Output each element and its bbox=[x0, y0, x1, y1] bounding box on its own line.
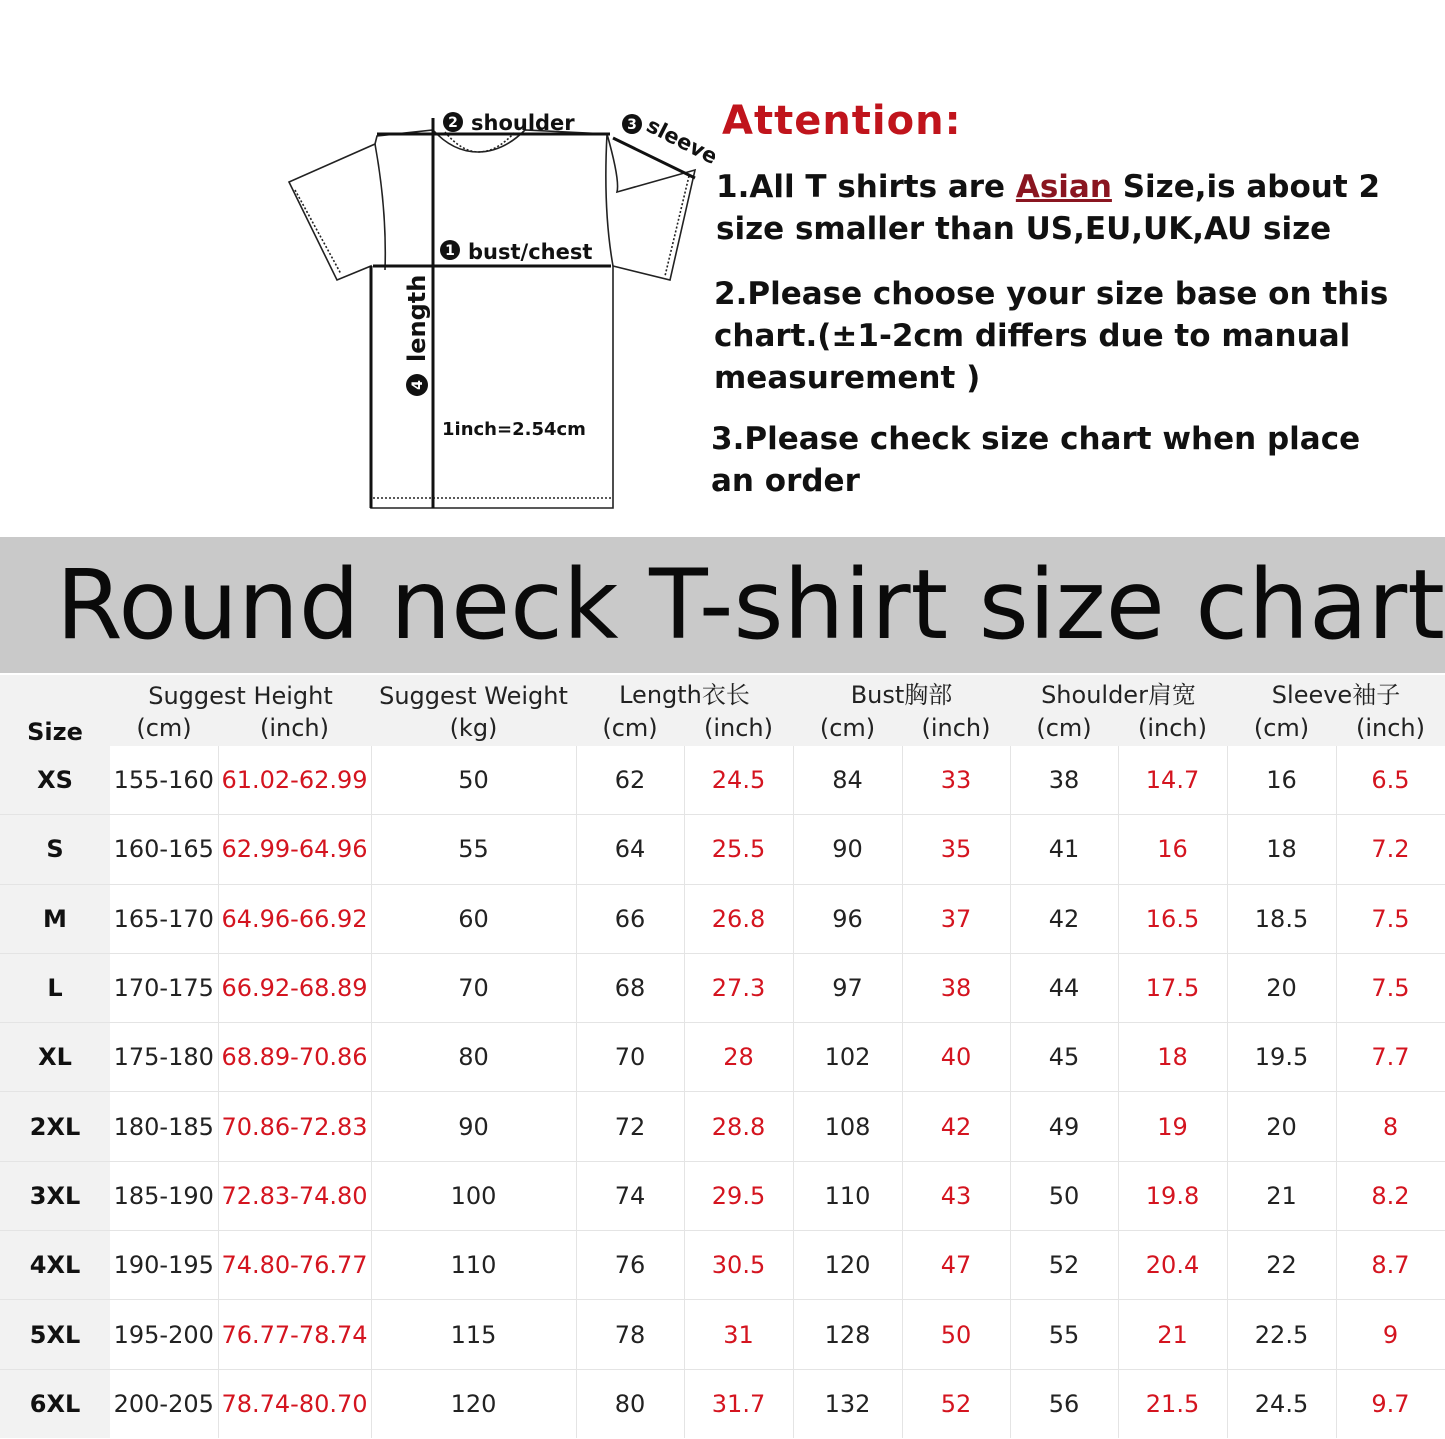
table-cell: 6.5 bbox=[1336, 746, 1445, 815]
table-unit-header-row bbox=[0, 710, 1445, 746]
table-cell: 30.5 bbox=[684, 1231, 793, 1300]
size-label-cell: L bbox=[0, 953, 110, 1022]
table-group-header-row bbox=[0, 675, 1445, 710]
table-row bbox=[0, 1161, 1445, 1230]
chart-title: Round neck T-shirt size chart bbox=[56, 549, 1445, 661]
table-cell: 68 bbox=[576, 953, 684, 1022]
table-cell: 72 bbox=[576, 1092, 684, 1161]
table-cell: 28.8 bbox=[684, 1092, 793, 1161]
shoulder-label: shoulder bbox=[471, 111, 575, 135]
table-cell: 19.5 bbox=[1227, 1023, 1336, 1092]
table-cell: 8.2 bbox=[1336, 1161, 1445, 1230]
table-cell: 180-185 bbox=[110, 1092, 218, 1161]
table-cell: 50 bbox=[902, 1300, 1010, 1369]
sleeve-number: 3 bbox=[627, 117, 637, 133]
unit-header: (cm) bbox=[1010, 710, 1118, 746]
table-cell: 55 bbox=[371, 815, 576, 884]
size-label-cell: S bbox=[0, 815, 110, 884]
table-cell: 49 bbox=[1010, 1092, 1118, 1161]
table-cell: 43 bbox=[902, 1161, 1010, 1230]
table-cell: 33 bbox=[902, 746, 1010, 815]
table-cell: 115 bbox=[371, 1300, 576, 1369]
unit-header: (inch) bbox=[1118, 710, 1227, 746]
table-cell: 108 bbox=[793, 1092, 902, 1161]
table-cell: 80 bbox=[371, 1023, 576, 1092]
note1-text-start: 1.All T shirts are bbox=[716, 169, 1016, 205]
table-cell: 120 bbox=[793, 1231, 902, 1300]
table-cell: 35 bbox=[902, 815, 1010, 884]
table-cell: 61.02-62.99 bbox=[218, 746, 371, 815]
table-cell: 60 bbox=[371, 884, 576, 953]
table-cell: 16.5 bbox=[1118, 884, 1227, 953]
table-cell: 110 bbox=[371, 1231, 576, 1300]
weight-group-header: Suggest Weight bbox=[371, 675, 576, 710]
table-cell: 62 bbox=[576, 746, 684, 815]
length-label: length bbox=[403, 274, 431, 362]
table-cell: 72.83-74.80 bbox=[218, 1161, 371, 1230]
table-cell: 66 bbox=[576, 884, 684, 953]
table-cell: 31.7 bbox=[684, 1369, 793, 1438]
table-cell: 21 bbox=[1118, 1300, 1227, 1369]
size-table-body bbox=[0, 746, 1445, 1438]
attention-note-1 bbox=[716, 166, 1416, 250]
height-group-header: Suggest Height bbox=[110, 675, 371, 710]
table-cell: 24.5 bbox=[684, 746, 793, 815]
table-cell: 50 bbox=[371, 746, 576, 815]
table-cell: 18 bbox=[1227, 815, 1336, 884]
table-cell: 64.96-66.92 bbox=[218, 884, 371, 953]
size-label-cell: 2XL bbox=[0, 1092, 110, 1161]
table-cell: 31 bbox=[684, 1300, 793, 1369]
table-cell: 8.7 bbox=[1336, 1231, 1445, 1300]
unit-header: (inch) bbox=[684, 710, 793, 746]
table-cell: 50 bbox=[1010, 1161, 1118, 1230]
shoulder-number: 2 bbox=[448, 115, 458, 131]
length-group-header: Length衣长 bbox=[576, 675, 793, 710]
attention-note-2: 2.Please choose your size base on this chart.(±1-2cm differs due to manual measurement ) bbox=[714, 276, 1389, 396]
table-cell: 20 bbox=[1227, 1092, 1336, 1161]
table-cell: 165-170 bbox=[110, 884, 218, 953]
table-cell: 45 bbox=[1010, 1023, 1118, 1092]
size-column-header: Size bbox=[0, 675, 110, 746]
table-cell: 102 bbox=[793, 1023, 902, 1092]
unit-header: (kg) bbox=[371, 710, 576, 746]
table-cell: 18 bbox=[1118, 1023, 1227, 1092]
table-cell: 78 bbox=[576, 1300, 684, 1369]
table-row bbox=[0, 1023, 1445, 1092]
table-cell: 17.5 bbox=[1118, 953, 1227, 1022]
table-cell: 84 bbox=[793, 746, 902, 815]
table-cell: 80 bbox=[576, 1369, 684, 1438]
attention-note-3: 3.Please check size chart when place an order bbox=[711, 421, 1361, 499]
size-label-cell: 5XL bbox=[0, 1300, 110, 1369]
table-cell: 9 bbox=[1336, 1300, 1445, 1369]
table-cell: 52 bbox=[1010, 1231, 1118, 1300]
table-cell: 19.8 bbox=[1118, 1161, 1227, 1230]
table-cell: 90 bbox=[371, 1092, 576, 1161]
table-cell: 120 bbox=[371, 1369, 576, 1438]
table-cell: 18.5 bbox=[1227, 884, 1336, 953]
conversion-label: 1inch=2.54cm bbox=[442, 419, 586, 440]
table-row bbox=[0, 1231, 1445, 1300]
table-cell: 22 bbox=[1227, 1231, 1336, 1300]
size-label-cell: XL bbox=[0, 1023, 110, 1092]
table-cell: 44 bbox=[1010, 953, 1118, 1022]
unit-header: (inch) bbox=[218, 710, 371, 746]
table-cell: 7.5 bbox=[1336, 953, 1445, 1022]
table-cell: 9.7 bbox=[1336, 1369, 1445, 1438]
table-cell: 47 bbox=[902, 1231, 1010, 1300]
table-cell: 42 bbox=[1010, 884, 1118, 953]
size-label-cell: XS bbox=[0, 746, 110, 815]
table-cell: 27.3 bbox=[684, 953, 793, 1022]
size-label-cell: 3XL bbox=[0, 1161, 110, 1230]
table-cell: 76 bbox=[576, 1231, 684, 1300]
bust-number: 1 bbox=[445, 243, 455, 259]
table-cell: 160-165 bbox=[110, 815, 218, 884]
table-cell: 64 bbox=[576, 815, 684, 884]
table-cell: 70.86-72.83 bbox=[218, 1092, 371, 1161]
unit-header: (inch) bbox=[902, 710, 1010, 746]
table-cell: 20.4 bbox=[1118, 1231, 1227, 1300]
unit-header: (cm) bbox=[1227, 710, 1336, 746]
table-cell: 76.77-78.74 bbox=[218, 1300, 371, 1369]
sleeve-group-header: Sleeve袖子 bbox=[1227, 675, 1445, 710]
table-cell: 40 bbox=[902, 1023, 1010, 1092]
table-row bbox=[0, 1300, 1445, 1369]
table-cell: 195-200 bbox=[110, 1300, 218, 1369]
size-label-cell: M bbox=[0, 884, 110, 953]
unit-header: (cm) bbox=[110, 710, 218, 746]
table-cell: 200-205 bbox=[110, 1369, 218, 1438]
table-cell: 19 bbox=[1118, 1092, 1227, 1161]
length-number: 4 bbox=[410, 380, 426, 390]
table-cell: 21.5 bbox=[1118, 1369, 1227, 1438]
unit-header: (cm) bbox=[576, 710, 684, 746]
table-cell: 74.80-76.77 bbox=[218, 1231, 371, 1300]
table-cell: 68.89-70.86 bbox=[218, 1023, 371, 1092]
table-cell: 70 bbox=[371, 953, 576, 1022]
size-label-cell: 6XL bbox=[0, 1369, 110, 1438]
table-cell: 56 bbox=[1010, 1369, 1118, 1438]
table-cell: 29.5 bbox=[684, 1161, 793, 1230]
table-row bbox=[0, 815, 1445, 884]
table-cell: 41 bbox=[1010, 815, 1118, 884]
table-cell: 97 bbox=[793, 953, 902, 1022]
size-label-cell: 4XL bbox=[0, 1231, 110, 1300]
table-cell: 170-175 bbox=[110, 953, 218, 1022]
bust-group-header: Bust胸部 bbox=[793, 675, 1010, 710]
table-cell: 21 bbox=[1227, 1161, 1336, 1230]
table-cell: 62.99-64.96 bbox=[218, 815, 371, 884]
table-cell: 74 bbox=[576, 1161, 684, 1230]
table-cell: 110 bbox=[793, 1161, 902, 1230]
table-cell: 100 bbox=[371, 1161, 576, 1230]
note1-asian-highlight: Asian bbox=[1015, 169, 1112, 205]
table-cell: 16 bbox=[1118, 815, 1227, 884]
table-cell: 128 bbox=[793, 1300, 902, 1369]
table-cell: 25.5 bbox=[684, 815, 793, 884]
table-cell: 190-195 bbox=[110, 1231, 218, 1300]
unit-header: (inch) bbox=[1336, 710, 1445, 746]
table-cell: 38 bbox=[902, 953, 1010, 1022]
bust-label: bust/chest bbox=[468, 240, 593, 264]
table-cell: 52 bbox=[902, 1369, 1010, 1438]
table-cell: 37 bbox=[902, 884, 1010, 953]
table-row bbox=[0, 953, 1445, 1022]
table-cell: 175-180 bbox=[110, 1023, 218, 1092]
table-cell: 22.5 bbox=[1227, 1300, 1336, 1369]
table-cell: 7.5 bbox=[1336, 884, 1445, 953]
table-cell: 16 bbox=[1227, 746, 1336, 815]
sleeve-label: sleeve bbox=[642, 113, 715, 170]
table-cell: 96 bbox=[793, 884, 902, 953]
table-row bbox=[0, 884, 1445, 953]
attention-title: Attention: bbox=[722, 98, 962, 144]
unit-header: (cm) bbox=[793, 710, 902, 746]
table-cell: 28 bbox=[684, 1023, 793, 1092]
table-cell: 155-160 bbox=[110, 746, 218, 815]
table-cell: 90 bbox=[793, 815, 902, 884]
table-cell: 7.7 bbox=[1336, 1023, 1445, 1092]
table-cell: 70 bbox=[576, 1023, 684, 1092]
table-cell: 42 bbox=[902, 1092, 1010, 1161]
table-row bbox=[0, 1369, 1445, 1438]
table-cell: 55 bbox=[1010, 1300, 1118, 1369]
tshirt-measurement-diagram bbox=[285, 100, 715, 520]
table-cell: 8 bbox=[1336, 1092, 1445, 1161]
table-cell: 38 bbox=[1010, 746, 1118, 815]
note1-text-end: Size,is about 2 size smaller than US,EU,UK,AU size bbox=[716, 169, 1381, 247]
table-row bbox=[0, 746, 1445, 815]
table-cell: 66.92-68.89 bbox=[218, 953, 371, 1022]
table-cell: 14.7 bbox=[1118, 746, 1227, 815]
table-cell: 20 bbox=[1227, 953, 1336, 1022]
table-cell: 24.5 bbox=[1227, 1369, 1336, 1438]
top-section bbox=[0, 0, 1445, 535]
table-cell: 132 bbox=[793, 1369, 902, 1438]
table-cell: 7.2 bbox=[1336, 815, 1445, 884]
table-cell: 78.74-80.70 bbox=[218, 1369, 371, 1438]
table-cell: 26.8 bbox=[684, 884, 793, 953]
table-cell: 185-190 bbox=[110, 1161, 218, 1230]
table-row bbox=[0, 1092, 1445, 1161]
chart-title-banner bbox=[0, 537, 1445, 673]
shoulder-group-header: Shoulder肩宽 bbox=[1010, 675, 1227, 710]
size-chart-table bbox=[0, 675, 1445, 1438]
